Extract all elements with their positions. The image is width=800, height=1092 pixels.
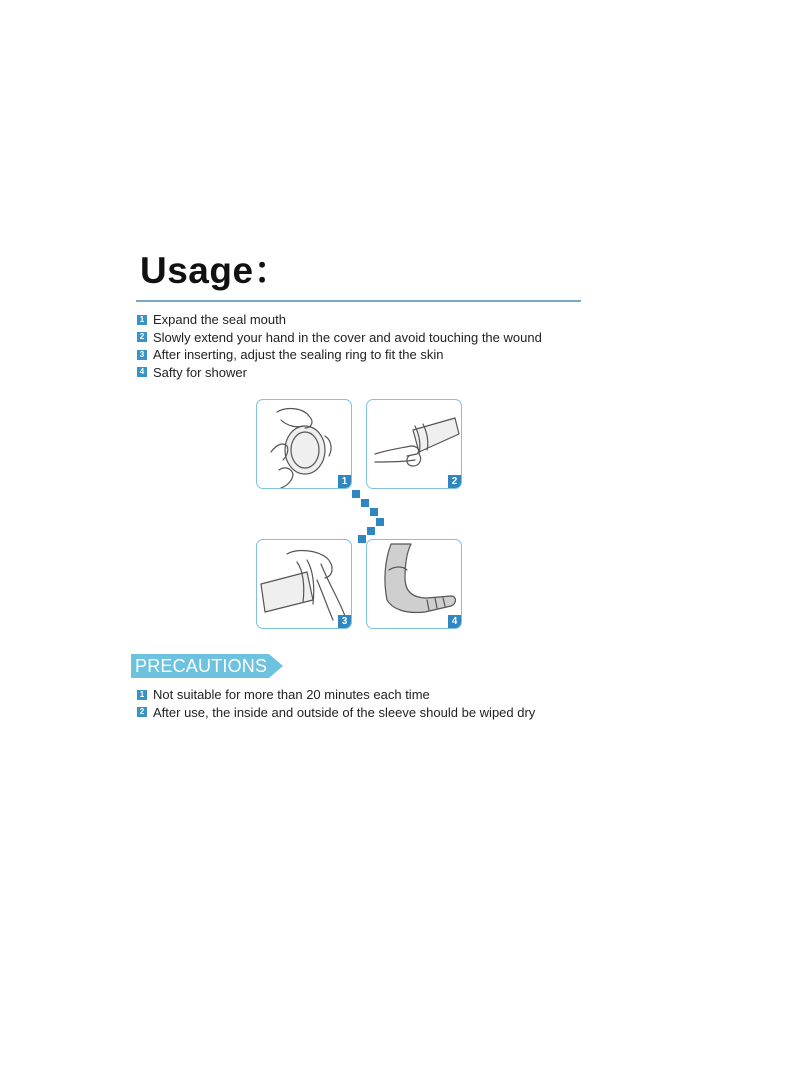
panel-number-badge: 1: [338, 475, 351, 488]
step-number-badge: 3: [137, 350, 147, 360]
connector-dot: [367, 527, 375, 535]
step-text: Slowly extend your hand in the cover and avoid touching the wound: [153, 329, 542, 345]
precaution-number-badge: 2: [137, 707, 147, 717]
precautions-banner: [131, 654, 283, 678]
list-item: [137, 329, 542, 347]
panel-number-badge: 4: [448, 615, 461, 628]
step-text: After inserting, adjust the sealing ring to fit the skin: [153, 347, 444, 363]
connector-dot: [376, 518, 384, 526]
precaution-text: After use, the inside and outside of the sleeve should be wiped dry: [153, 704, 536, 720]
connector-dot: [370, 508, 378, 516]
usage-steps-list: [137, 311, 542, 381]
precautions-label: PRECAUTIONS: [135, 656, 268, 676]
step-number-badge: 2: [137, 332, 147, 342]
connector-dot: [361, 499, 369, 507]
illustration-panel-4: [366, 539, 462, 629]
illustration-panel-1: [256, 399, 352, 489]
illustration-panel-3: [256, 539, 352, 629]
precaution-number-badge: 1: [137, 690, 147, 700]
step-text: Safty for shower: [153, 364, 247, 380]
usage-title: Usage：: [140, 250, 292, 291]
precaution-text: Not suitable for more than 20 minutes each time: [153, 687, 430, 703]
panel-number-badge: 2: [448, 475, 461, 488]
title-underline: [136, 300, 581, 302]
list-item: [137, 346, 542, 364]
step-text: Expand the seal mouth: [153, 312, 286, 328]
illustration-panel-2: [366, 399, 462, 489]
list-item: [137, 704, 535, 722]
precautions-list: [137, 686, 535, 721]
connector-dot: [358, 535, 366, 543]
list-item: [137, 364, 542, 382]
panel-number-badge: 3: [338, 615, 351, 628]
step-number-badge: 1: [137, 315, 147, 325]
list-item: [137, 311, 542, 329]
connector-dot: [352, 490, 360, 498]
list-item: [137, 686, 535, 704]
step-number-badge: 4: [137, 367, 147, 377]
